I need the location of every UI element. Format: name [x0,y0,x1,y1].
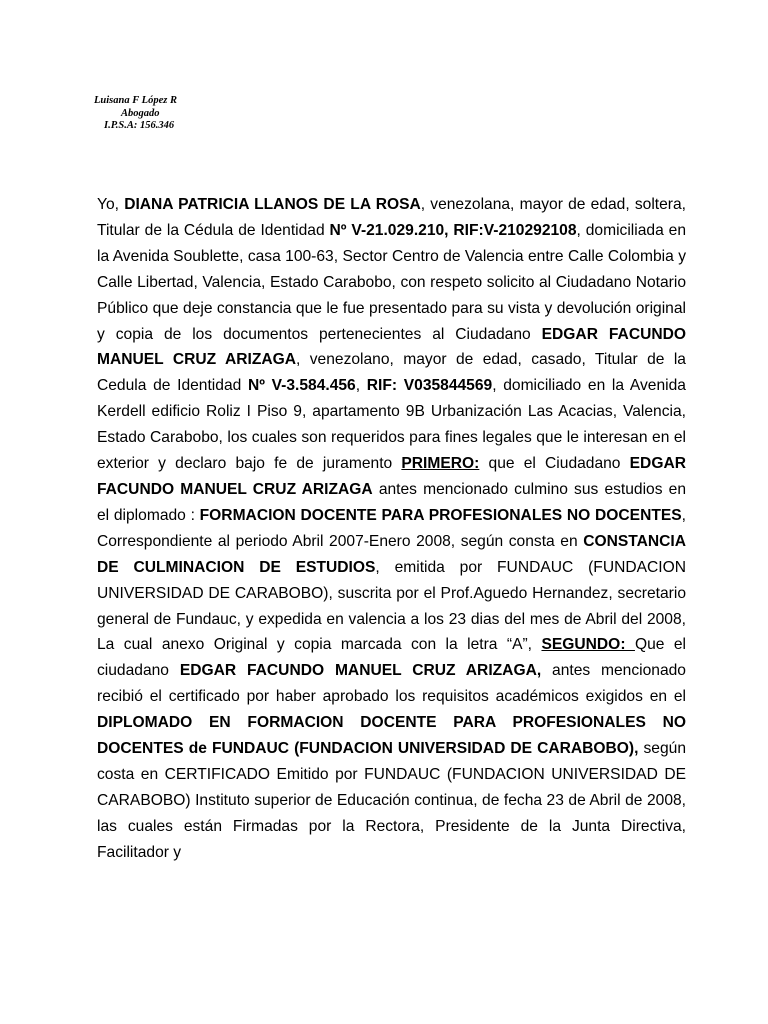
citizen-name-3: EDGAR FACUNDO MANUEL CRUZ ARIZAGA, [179,662,542,680]
citizen-name: EDGAR FACUNDO MANUEL CRUZ ARIZAGA [97,325,686,369]
citizen-name-2: EDGAR FACUNDO MANUEL CRUZ ARIZAGA [97,455,686,498]
primero-label: PRIMERO: [401,455,480,473]
text-segment: , venezolana, mayor de edad, soltera, Titular de la Cédula de Identidad [97,196,687,239]
text-segment: según costa en CERTIFICADO Emitido por FUNDAUC (FUNDACION UNIVERSIDAD DE CARABOBO) Instituto superior de Educación continua, de fecha 23 de Abril de 2008, las cuales están Firmadas por la Rectora, Presidente de la Junta Directiva, Facilitador y [97,740,686,861]
text-segment: Yo, [97,196,125,213]
diplomado-title: DIPLOMADO EN FORMACION DOCENTE PARA PROFESIONALES NO DOCENTES de FUNDAUC (FUNDACION UNIVERSIDAD DE CARABOBO), [97,714,686,758]
lawyer-ipsa: I.P.S.A: 156.346 [104,120,175,131]
citizen-rif: RIF: V035844569 [366,377,493,395]
text-segment: antes mencionado recibió el certificado por haber aprobado los requisitos académicos exigidos en el [97,662,686,706]
declaration-paragraph [97,192,686,866]
lawyer-name: Luisana F López R [94,95,177,106]
citizen-id: Nº V-3.584.456 [247,377,356,395]
text-segment: que el Ciudadano [479,455,630,473]
lawyer-header [94,95,214,133]
constancia-title: CONSTANCIA DE CULMINACION DE ESTUDIOS [97,532,686,576]
text-segment: , domiciliada en la Avenida Soublette, casa 100-63, Sector Centro de Valencia entre Calle Colombia y Calle Libertad, Valencia, Estado Carabobo, con respeto solicito al Ciudadano Notario Público que deje constancia que le fue presentado para su vista y devolución original y copia de los documentos pertenecientes al Ciudadano [97,221,686,343]
text-segment: antes mencionado culmino sus estudios en el diplomado : [97,480,687,524]
text-segment: , Correspondiente al periodo Abril 2007-Enero 2008, según consta en [97,506,687,550]
text-segment: , [355,377,367,395]
lawyer-title: Abogado [121,107,160,119]
text-segment: , domiciliado en la Avenida Kerdell edificio Roliz I Piso 9, apartamento 9B Urbanización Las Acacias, Valencia, Estado Carabobo, los cuales son requeridos para fines legales que le interesan en el exterior y declaro bajo fe de juramento [97,377,686,473]
segundo-label: SEGUNDO: [541,636,635,654]
diploma-title: FORMACION DOCENTE PARA PROFESIONALES NO DOCENTES [199,506,682,524]
text-segment: , emitida por FUNDAUC (FUNDACION UNIVERSIDAD DE CARABOBO), suscrita por el Prof.Aguedo Hernandez, secretario general de Fundauc, y expedida en valencia a los 23 dias del mes de Abril del 2008, La cual anexo Original y copia marcada con la letra “A”, [97,558,686,654]
declarant-name: DIANA PATRICIA LLANOS DE LA ROSA [124,196,421,213]
text-segment: Que el ciudadano [97,636,687,680]
declarant-id: Nº V-21.029.210, RIF:V-210292108 [329,221,577,239]
text-segment: , venezolano, mayor de edad, casado, Titular de la Cedula de Identidad [97,351,686,395]
